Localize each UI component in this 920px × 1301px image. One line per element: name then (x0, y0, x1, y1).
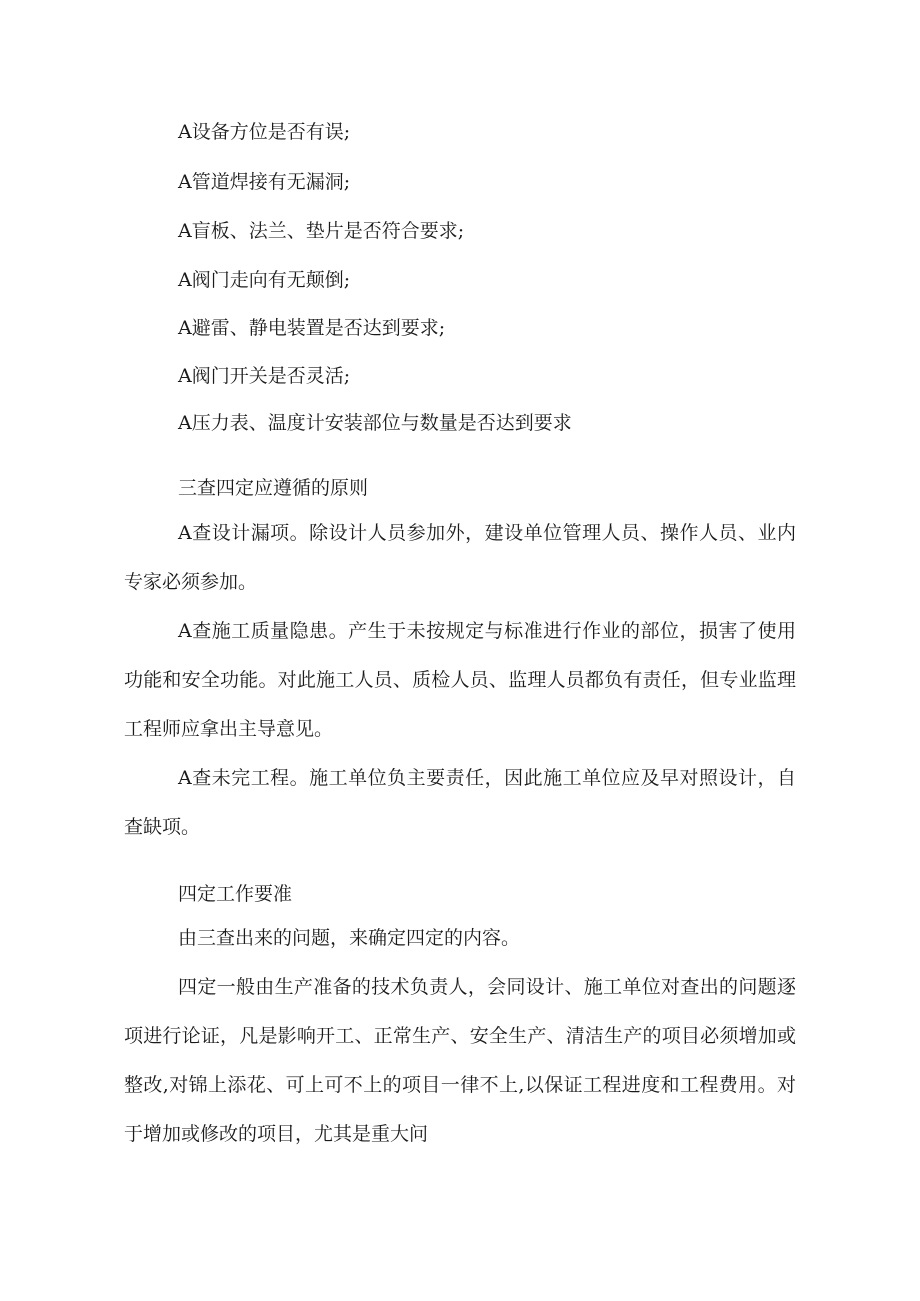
check-item: A避雷、静电装置是否达到要求; (178, 317, 446, 339)
paragraph-construction-quality: A查施工质量隐患。产生于未按规定与标准进行作业的部位，损害了使用功能和安全功能。对此施工人员、质检人员、监理人员都负有责任，但专业监理工程师应拿出主导意见。 (124, 620, 796, 740)
check-item: A阀门开关是否灵活; (178, 365, 351, 387)
paragraph-four-fix-content: 由三查出来的问题，来确定四定的内容。 (178, 927, 521, 949)
paragraph-unfinished-work: A查未完工程。施工单位负主要责任，因此施工单位应及早对照设计，自查缺项。 (124, 767, 796, 838)
check-item: A压力表、温度计安装部位与数量是否达到要求 (178, 412, 572, 434)
section-heading-principles: 三查四定应遵循的原则 (178, 477, 369, 499)
check-item: A盲板、法兰、垫片是否符合要求; (178, 220, 465, 242)
check-item: A管道焊接有无漏洞; (178, 171, 351, 193)
paragraph-four-fix-process: 四定一般由生产准备的技术负责人，会同设计、施工单位对查出的问题逐项进行论证，凡是影响开工、正常生产、安全生产、清洁生产的项目必须增加或整改,对锦上添花、可上可不上的项目一律不上,以保证工程进度和工程费用。对于增加或修改的项目，尤其是重大问 (124, 976, 796, 1145)
check-item: A设备方位是否有误; (178, 121, 351, 143)
section-heading-four-fix: 四定工作要准 (178, 883, 293, 905)
check-item: A阀门走向有无颠倒; (178, 269, 351, 291)
paragraph-design-omissions: A查设计漏项。除设计人员参加外，建设单位管理人员、操作人员、业内专家必须参加。 (124, 522, 796, 593)
